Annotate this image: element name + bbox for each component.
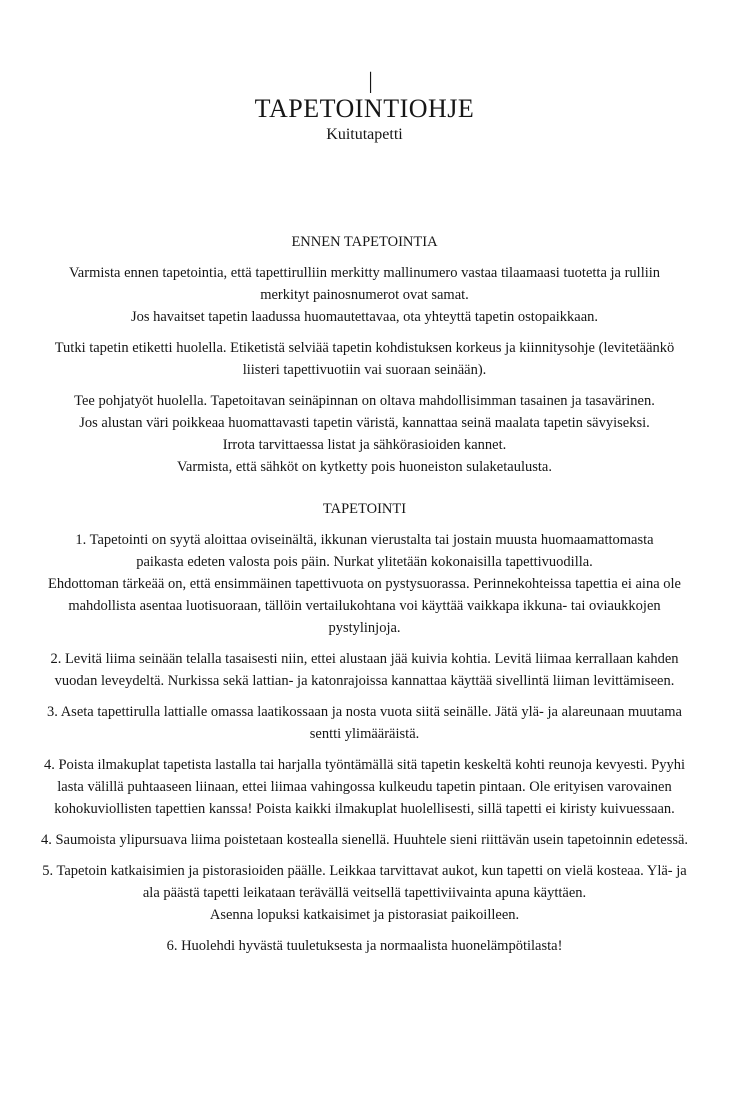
paragraph [40, 935, 689, 957]
text-line: Jos alustan väri poikkeaa huomattavasti tapetin väristä, kannattaa seinä maalata tapetin sävyiseksi. [79, 415, 650, 431]
text-line: 4. Saumoista ylipursuava liima poistetaan kostealla sienellä. Huuhtele sieni riittävän usein tapetoinnin edetessä. [40, 832, 689, 848]
section-heading: ENNEN TAPETOINTIA [291, 234, 438, 250]
page-title: TAPETOINTIOHJE [254, 94, 475, 123]
text-line: Ehdottoman tärkeää on, että ensimmäinen tapettivuota on pystysuorassa. Perinnekohteissa tapettia ei aina ole [48, 576, 681, 592]
text-line: paikasta edeten valosta pois päin. Nurkat ylitetään kokonaisilla tapettivuodilla. [136, 554, 593, 570]
section-heading: TAPETOINTI [322, 501, 407, 517]
text-line: Varmista, että sähköt on kytketty pois huoneiston sulaketaulusta. [177, 459, 552, 475]
text-line: Jos havaitset tapetin laadussa huomautettavaa, ota yhteyttä tapetin ostopaikkaan. [130, 309, 599, 325]
text-line: 2. Levitä liima seinään telalla tasaisesti niin, ettei alustaan jää kuivia kohtia. Levitä liimaa kerrallaan kahden [50, 651, 679, 667]
paragraph [40, 860, 689, 926]
text-line: Asenna lopuksi katkaisimet ja pistorasiat paikoilleen. [209, 907, 520, 923]
text-line: 4. Poista ilmakuplat tapetista lastalla tai harjalla työntämällä sitä tapetin keskeltä kohti reunoja kevyesti. Pyyhi [43, 757, 686, 773]
text-line: 3. Aseta tapettirulla lattialle omassa laatikossaan ja nosta vuota siitä seinälle. Jätä ylä- ja alareunaan muutama [47, 704, 682, 720]
text-line: liisteri tapettivuotiin vai suoraan seinään). [242, 362, 487, 378]
text-line: 5. Tapetoin katkaisimien ja pistorasioiden päälle. Leikkaa tarvittavat aukot, kun tapetti on vielä kosteaa. Ylä- ja [42, 863, 687, 879]
text-line: kohokuviollisten tapettien kanssa! Poista kaikki ilmakuplat huolellisesti, sillä tapetti ei kiristy kuivuessaan. [54, 801, 675, 817]
paragraph [40, 390, 689, 478]
text-line: Irrota tarvittaessa listat ja sähkörasioiden kannet. [222, 437, 507, 453]
paragraph [40, 829, 689, 851]
text-line: ala päästä tapetti leikataan terävällä veitsellä tapettiviivainta apuna käyttäen. [142, 885, 587, 901]
text-line: sentti ylimääräistä. [309, 726, 420, 742]
paragraph [40, 754, 689, 820]
paragraph [40, 648, 689, 692]
text-line: merkityt painosnumerot ovat samat. [260, 287, 469, 303]
text-line: Varmista ennen tapetointia, että tapettirulliin merkitty mallinumero vastaa tilaamaasi tuotetta ja rulliin [68, 265, 661, 281]
paragraph [40, 262, 689, 328]
text-cursor: | [368, 68, 373, 93]
text-line: mahdollista asentaa luotisuoraan, tällöin vertailukohtana voi käyttää vaikkapa ikkuna- tai oviaukkojen [68, 598, 661, 614]
document-body [40, 231, 689, 957]
paragraph [40, 337, 689, 381]
text-line: Tee pohjatyöt huolella. Tapetoitavan seinäpinnan on oltava mahdollisimman tasainen ja tasavärinen. [74, 393, 655, 409]
text-line: Tutki tapetin etiketti huolella. Etiketistä selviää tapetin kohdistuksen korkeus ja kiinnitysohje (levitetäänkö [54, 340, 675, 356]
page-subtitle: Kuitutapetti [326, 126, 403, 143]
document-section [40, 231, 689, 478]
text-line: vuodan leveydeltä. Nurkissa sekä lattian- ja katonrajoissa kannattaa käyttää sivellintä liiman levittämiseen. [54, 673, 675, 689]
text-line: lasta välillä puhtaaseen liinaan, ettei liimaa vahingossa kulkeudu tapetin pintaan. Ole erityisen varovainen [57, 779, 672, 795]
paragraph [40, 529, 689, 639]
document-page [0, 68, 729, 1106]
paragraph [40, 701, 689, 745]
text-line: pystylinjoja. [328, 620, 401, 636]
text-line: 6. Huolehdi hyvästä tuuletuksesta ja normaalista huonelämpötilasta! [166, 938, 563, 954]
document-section [40, 498, 689, 957]
text-line: 1. Tapetointi on syytä aloittaa oviseinältä, ikkunan vierustalta tai jostain muusta huomaamattomasta [75, 532, 654, 548]
